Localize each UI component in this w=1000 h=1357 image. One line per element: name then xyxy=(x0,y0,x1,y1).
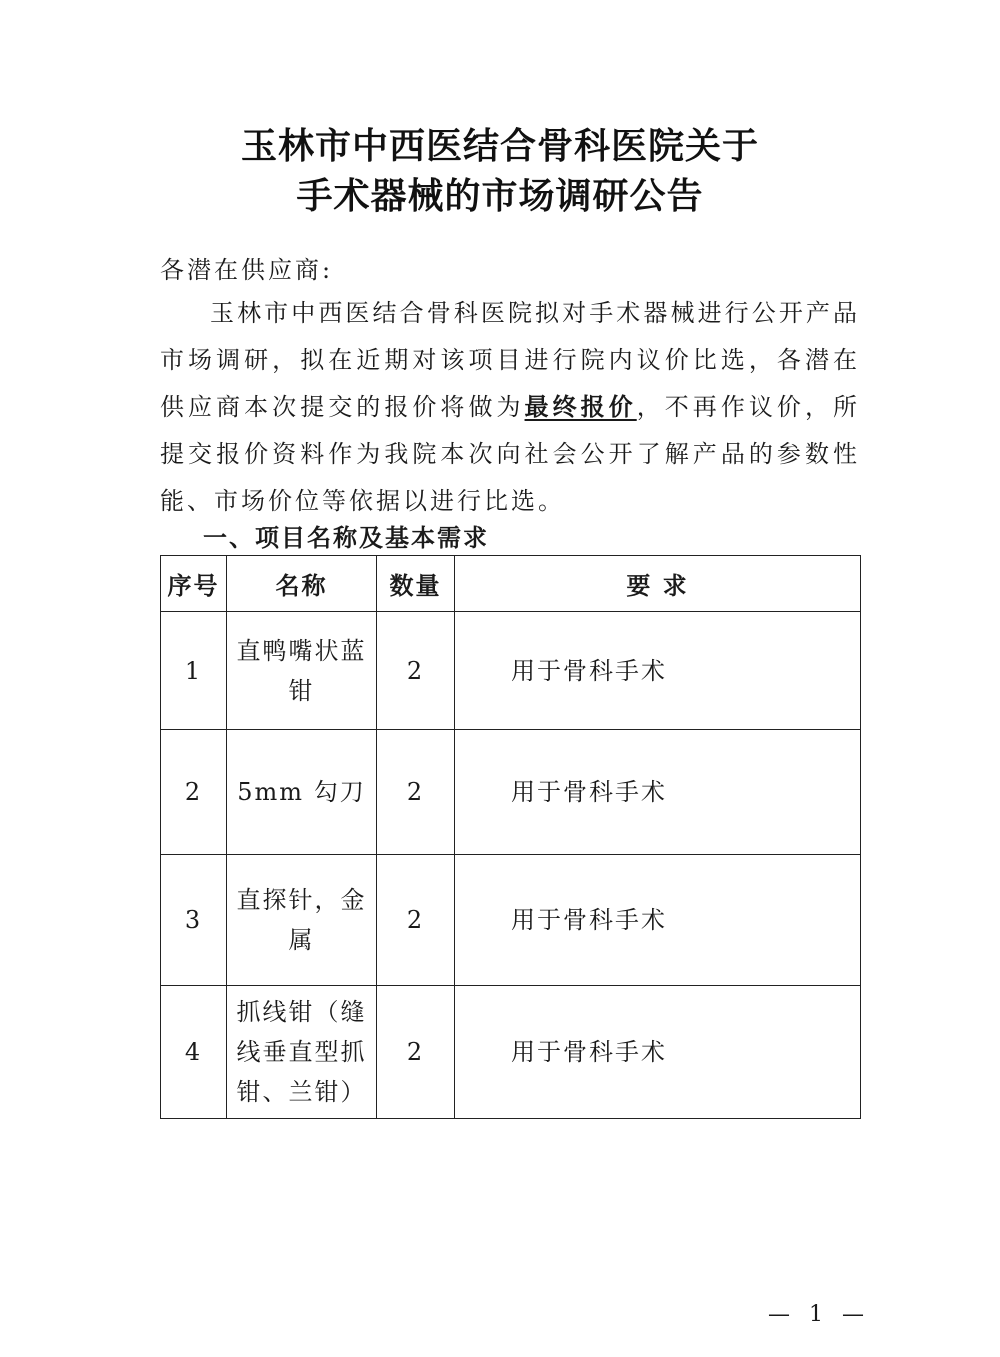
header-requirement: 要 求 xyxy=(455,556,861,612)
cell-requirement: 用于骨科手术 xyxy=(455,986,861,1119)
table-row xyxy=(161,730,861,855)
salutation: 各潜在供应商: xyxy=(160,256,334,284)
header-qty: 数量 xyxy=(377,556,455,612)
body-text-part-2: ，不再作议价，所提交报价资料作为我院本次向社会公开了解产品的参数性能、市场价位等依据以进行比选。 xyxy=(160,393,861,515)
cell-no: 3 xyxy=(161,855,227,986)
table-header-row xyxy=(161,556,861,612)
cell-name: 直鸭嘴状蓝钳 xyxy=(227,612,377,730)
table-row xyxy=(161,986,861,1119)
cell-name: 直探针，金属 xyxy=(227,855,377,986)
cell-no: 2 xyxy=(161,730,227,855)
document-title-line-2: 手术器械的市场调研公告 xyxy=(296,176,704,217)
cell-name: 抓线钳（缝线垂直型抓钳、兰钳） xyxy=(227,986,377,1119)
cell-no: 1 xyxy=(161,612,227,730)
cell-requirement: 用于骨科手术 xyxy=(455,855,861,986)
body-text-part-1: 玉林市中西医结合骨科医院拟对手术器械进行公开产品市场调研，拟在近期对该项目进行院内议价比选，各潜在供应商本次提交的报价将做为 xyxy=(160,299,860,421)
cell-requirement: 用于骨科手术 xyxy=(455,730,861,855)
cell-qty: 2 xyxy=(377,730,455,855)
cell-requirement: 用于骨科手术 xyxy=(455,612,861,730)
header-no: 序号 xyxy=(161,556,227,612)
cell-qty: 2 xyxy=(377,612,455,730)
body-paragraph xyxy=(160,290,860,525)
final-quote-emphasis: 最终报价 xyxy=(524,393,637,421)
document-title-line-1: 玉林市中西医结合骨科医院关于 xyxy=(240,126,759,167)
header-name: 名称 xyxy=(227,556,377,612)
items-table xyxy=(160,555,861,1119)
cell-name: 5mm 勾刀 xyxy=(227,730,377,855)
table-row xyxy=(161,855,861,986)
section-heading: 一、项目名称及基本需求 xyxy=(203,524,489,552)
table-row xyxy=(161,612,861,730)
cell-no: 4 xyxy=(161,986,227,1119)
page-number: — 1 — xyxy=(768,1302,870,1327)
cell-qty: 2 xyxy=(377,855,455,986)
cell-qty: 2 xyxy=(377,986,455,1119)
